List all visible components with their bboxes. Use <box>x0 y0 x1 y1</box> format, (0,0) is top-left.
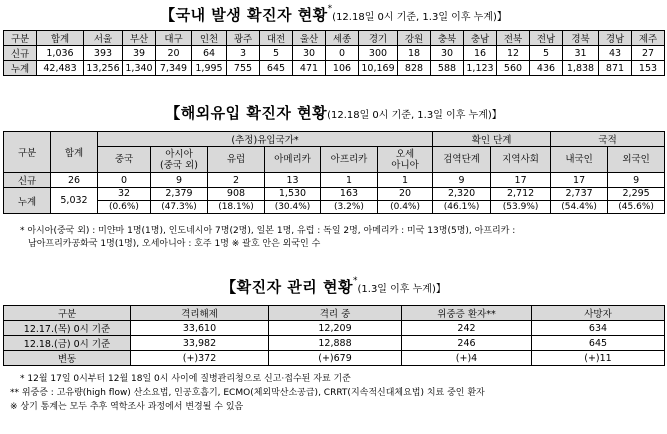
management-row-change <box>4 351 665 366</box>
overseas-row-cumulative <box>4 188 665 214</box>
domestic-header-cell: 전남 <box>530 31 563 46</box>
management-value-cell: 33,610 <box>131 321 269 336</box>
domestic-header-cell: 강원 <box>398 31 431 46</box>
management-value-cell: 12,888 <box>269 336 402 351</box>
domestic-header-cell: 서울 <box>84 31 123 46</box>
management-header-cell: 격리 중 <box>269 306 402 321</box>
domestic-value-cell: 645 <box>260 61 293 76</box>
domestic-value-cell: 755 <box>227 61 260 76</box>
domestic-value-cell: 7,349 <box>156 61 192 76</box>
domestic-row-label: 누계 <box>4 61 37 76</box>
domestic-value-cell: 18 <box>398 46 431 61</box>
domestic-header-cell: 경남 <box>599 31 632 46</box>
domestic-value-cell: 12 <box>497 46 530 61</box>
overseas-cumulative-cell <box>321 188 378 214</box>
management-value-cell: (+)4 <box>402 351 532 366</box>
overseas-cumulative-pct: (54.4%) <box>551 200 607 213</box>
domestic-header-cell: 경기 <box>359 31 398 46</box>
overseas-note-2: 남아프리카공화국 1명(1명), 오세아니아 : 호주 1명 ※ 괄호 안은 외국인 수 <box>28 239 321 249</box>
domestic-value-cell: 300 <box>359 46 398 61</box>
management-header-cell: 사망자 <box>532 306 665 321</box>
overseas-cumulative-value: 2,320 <box>447 188 476 199</box>
domestic-value-cell: 43 <box>599 46 632 61</box>
overseas-table <box>3 131 665 214</box>
management-value-cell: (+)372 <box>131 351 269 366</box>
overseas-cumulative-pct: (0.4%) <box>378 200 432 213</box>
overseas-sub-header-cell: 유럽 <box>208 147 265 173</box>
domestic-value-cell: 828 <box>398 61 431 76</box>
overseas-cumulative-cell <box>98 188 151 214</box>
overseas-sub-header-cell: 아프리카 <box>321 147 378 173</box>
management-note-1: * 12월 17일 0시부터 12월 18일 0시 사이에 질병관리청으로 신고·접수된 자료 기준 <box>20 374 351 384</box>
domestic-value-cell: 3 <box>227 46 260 61</box>
domestic-value-cell: 1,036 <box>37 46 84 61</box>
overseas-sub-header-cell: 검역단계 <box>433 147 491 173</box>
domestic-header-cell: 경북 <box>563 31 599 46</box>
overseas-sub-header-cell: 아메리카 <box>265 147 321 173</box>
overseas-cumulative-cell <box>433 188 491 214</box>
domestic-value-cell: 0 <box>326 46 359 61</box>
overseas-sub-header-cell: 외국인 <box>608 147 665 173</box>
management-header-cell: 구분 <box>4 306 131 321</box>
overseas-total-cell: 26 <box>51 173 98 188</box>
overseas-value-cell: 1 <box>378 173 433 188</box>
domestic-value-cell: 31 <box>563 46 599 61</box>
domestic-header-cell: 충북 <box>431 31 464 46</box>
overseas-total-cell: 5,032 <box>51 188 98 214</box>
overseas-cumulative-cell <box>265 188 321 214</box>
overseas-cumulative-cell <box>491 188 551 214</box>
management-header-row <box>4 306 665 321</box>
overseas-cumulative-value: 908 <box>226 188 246 199</box>
domestic-header-cell: 세종 <box>326 31 359 46</box>
domestic-header-cell: 광주 <box>227 31 260 46</box>
overseas-cumulative-value: 2,712 <box>506 188 535 199</box>
overseas-sub-header-cell: 내국인 <box>551 147 608 173</box>
domestic-header-cell: 전북 <box>497 31 530 46</box>
management-note-3: ※ 상기 통계는 모두 추후 역학조사 과정에서 변경될 수 있음 <box>10 402 244 412</box>
overseas-cumulative-value: 163 <box>339 188 359 199</box>
domestic-value-cell: 10,169 <box>359 61 398 76</box>
domestic-value-cell: 30 <box>431 46 464 61</box>
overseas-header-gubun: 구분 <box>4 132 51 173</box>
domestic-header-cell: 부산 <box>123 31 156 46</box>
overseas-row-new <box>4 173 665 188</box>
domestic-value-cell: 1,340 <box>123 61 156 76</box>
overseas-value-cell: 13 <box>265 173 321 188</box>
overseas-value-cell: 2 <box>208 173 265 188</box>
domestic-header-cell: 대전 <box>260 31 293 46</box>
management-header-cell: 위중증 환자** <box>402 306 532 321</box>
domestic-row-new <box>4 46 665 61</box>
domestic-value-cell: 471 <box>293 61 326 76</box>
management-header-cell: 격리해제 <box>131 306 269 321</box>
domestic-table <box>3 30 665 76</box>
overseas-cumulative-value: 2,295 <box>622 188 650 199</box>
overseas-header-region: (추정)유입국가* <box>98 132 433 147</box>
overseas-value-cell: 17 <box>491 173 551 188</box>
management-value-cell: 242 <box>402 321 532 336</box>
management-value-cell: 33,982 <box>131 336 269 351</box>
overseas-note-1: * 아시아(중국 외) : 미얀마 1명(1명), 인도네시아 7명(2명), 일본 1명, 유럽 : 독일 2명, 아메리카 : 미국 13명(5명), 아프리카 : <box>20 226 516 236</box>
domestic-value-cell: 871 <box>599 61 632 76</box>
management-table <box>3 305 665 366</box>
overseas-cumulative-pct: (3.2%) <box>321 200 377 213</box>
overseas-value-cell: 9 <box>608 173 665 188</box>
overseas-header-total: 합계 <box>51 132 98 173</box>
overseas-sub-header-row <box>4 147 665 173</box>
overseas-group-header-row <box>4 132 665 147</box>
management-note-2: ** 위중증 : 고유량(high flow) 산소요법, 인공호흡기, ECMO(체외막산소공급), CRRT(지속적신대체요법) 치료 중인 환자 <box>10 388 485 398</box>
management-value-cell: 246 <box>402 336 532 351</box>
management-title: 【확진자 관리 현황*(1.3일 이후 누계)】 <box>221 276 446 296</box>
domestic-header-cell: 제주 <box>632 31 665 46</box>
domestic-header-row <box>4 31 665 46</box>
overseas-cumulative-pct: (46.1%) <box>433 200 490 213</box>
overseas-cumulative-pct: (45.6%) <box>608 200 664 213</box>
domestic-title: 【국내 발생 확진자 현황*(12.18일 0시 기준, 1.3일 이후 누계)】 <box>160 4 507 24</box>
domestic-header-cell: 구분 <box>4 31 37 46</box>
domestic-value-cell: 393 <box>84 46 123 61</box>
overseas-title: 【해외유입 확진자 현황(12.18일 0시 기준, 1.3일 이후 누계)】 <box>165 104 502 122</box>
overseas-value-cell: 9 <box>433 173 491 188</box>
overseas-cumulative-cell <box>378 188 433 214</box>
domestic-value-cell: 16 <box>464 46 497 61</box>
domestic-value-cell: 106 <box>326 61 359 76</box>
domestic-value-cell: 560 <box>497 61 530 76</box>
overseas-cumulative-pct: (30.4%) <box>265 200 320 213</box>
overseas-cumulative-cell <box>151 188 208 214</box>
overseas-value-cell: 1 <box>321 173 378 188</box>
management-row-label: 12.17.(목) 0시 기준 <box>4 321 131 336</box>
overseas-cumulative-value: 1,530 <box>278 188 307 199</box>
overseas-cumulative-value: 20 <box>398 188 412 199</box>
domestic-value-cell: 13,256 <box>84 61 123 76</box>
overseas-sub-header-cell: 아시아 (중국 외) <box>151 147 208 173</box>
overseas-value-cell: 9 <box>151 173 208 188</box>
domestic-header-cell: 인천 <box>192 31 227 46</box>
overseas-cumulative-value: 32 <box>117 188 131 199</box>
domestic-value-cell: 5 <box>530 46 563 61</box>
domestic-value-cell: 1,838 <box>563 61 599 76</box>
overseas-cumulative-value: 2,737 <box>565 188 593 199</box>
domestic-value-cell: 588 <box>431 61 464 76</box>
domestic-header-cell: 대구 <box>156 31 192 46</box>
overseas-header-confirm: 확인 단계 <box>433 132 551 147</box>
management-value-cell: (+)679 <box>269 351 402 366</box>
overseas-sub-header-cell: 중국 <box>98 147 151 173</box>
overseas-row-label: 신규 <box>4 173 51 188</box>
domestic-value-cell: 1,995 <box>192 61 227 76</box>
domestic-value-cell: 153 <box>632 61 665 76</box>
overseas-value-cell: 0 <box>98 173 151 188</box>
overseas-sub-header-cell: 지역사회 <box>491 147 551 173</box>
management-value-cell: 12,209 <box>269 321 402 336</box>
domestic-value-cell: 1,123 <box>464 61 497 76</box>
overseas-cumulative-cell <box>608 188 665 214</box>
domestic-value-cell: 39 <box>123 46 156 61</box>
domestic-value-cell: 20 <box>156 46 192 61</box>
management-row-1217 <box>4 321 665 336</box>
domestic-value-cell: 27 <box>632 46 665 61</box>
overseas-cumulative-pct: (53.9%) <box>491 200 550 213</box>
management-value-cell: 634 <box>532 321 665 336</box>
domestic-header-cell: 울산 <box>293 31 326 46</box>
management-row-label: 12.18.(금) 0시 기준 <box>4 336 131 351</box>
management-value-cell: 645 <box>532 336 665 351</box>
domestic-value-cell: 30 <box>293 46 326 61</box>
overseas-cumulative-pct: (47.3%) <box>151 200 207 213</box>
overseas-cumulative-cell <box>551 188 608 214</box>
overseas-cumulative-pct: (18.1%) <box>208 200 264 213</box>
domestic-value-cell: 5 <box>260 46 293 61</box>
management-value-cell: (+)11 <box>532 351 665 366</box>
domestic-header-cell: 충남 <box>464 31 497 46</box>
management-row-1218 <box>4 336 665 351</box>
management-row-label: 변동 <box>4 351 131 366</box>
overseas-cumulative-value: 2,379 <box>165 188 193 199</box>
overseas-header-nation: 국적 <box>551 132 665 147</box>
domestic-value-cell: 64 <box>192 46 227 61</box>
overseas-value-cell: 17 <box>551 173 608 188</box>
overseas-cumulative-pct: (0.6%) <box>98 200 150 213</box>
overseas-sub-header-cell: 오세 아니아 <box>378 147 433 173</box>
domestic-value-cell: 436 <box>530 61 563 76</box>
overseas-row-label: 누계 <box>4 188 51 214</box>
domestic-value-cell: 42,483 <box>37 61 84 76</box>
domestic-row-cumulative <box>4 61 665 76</box>
domestic-row-label: 신규 <box>4 46 37 61</box>
overseas-cumulative-cell <box>208 188 265 214</box>
domestic-header-cell: 합계 <box>37 31 84 46</box>
